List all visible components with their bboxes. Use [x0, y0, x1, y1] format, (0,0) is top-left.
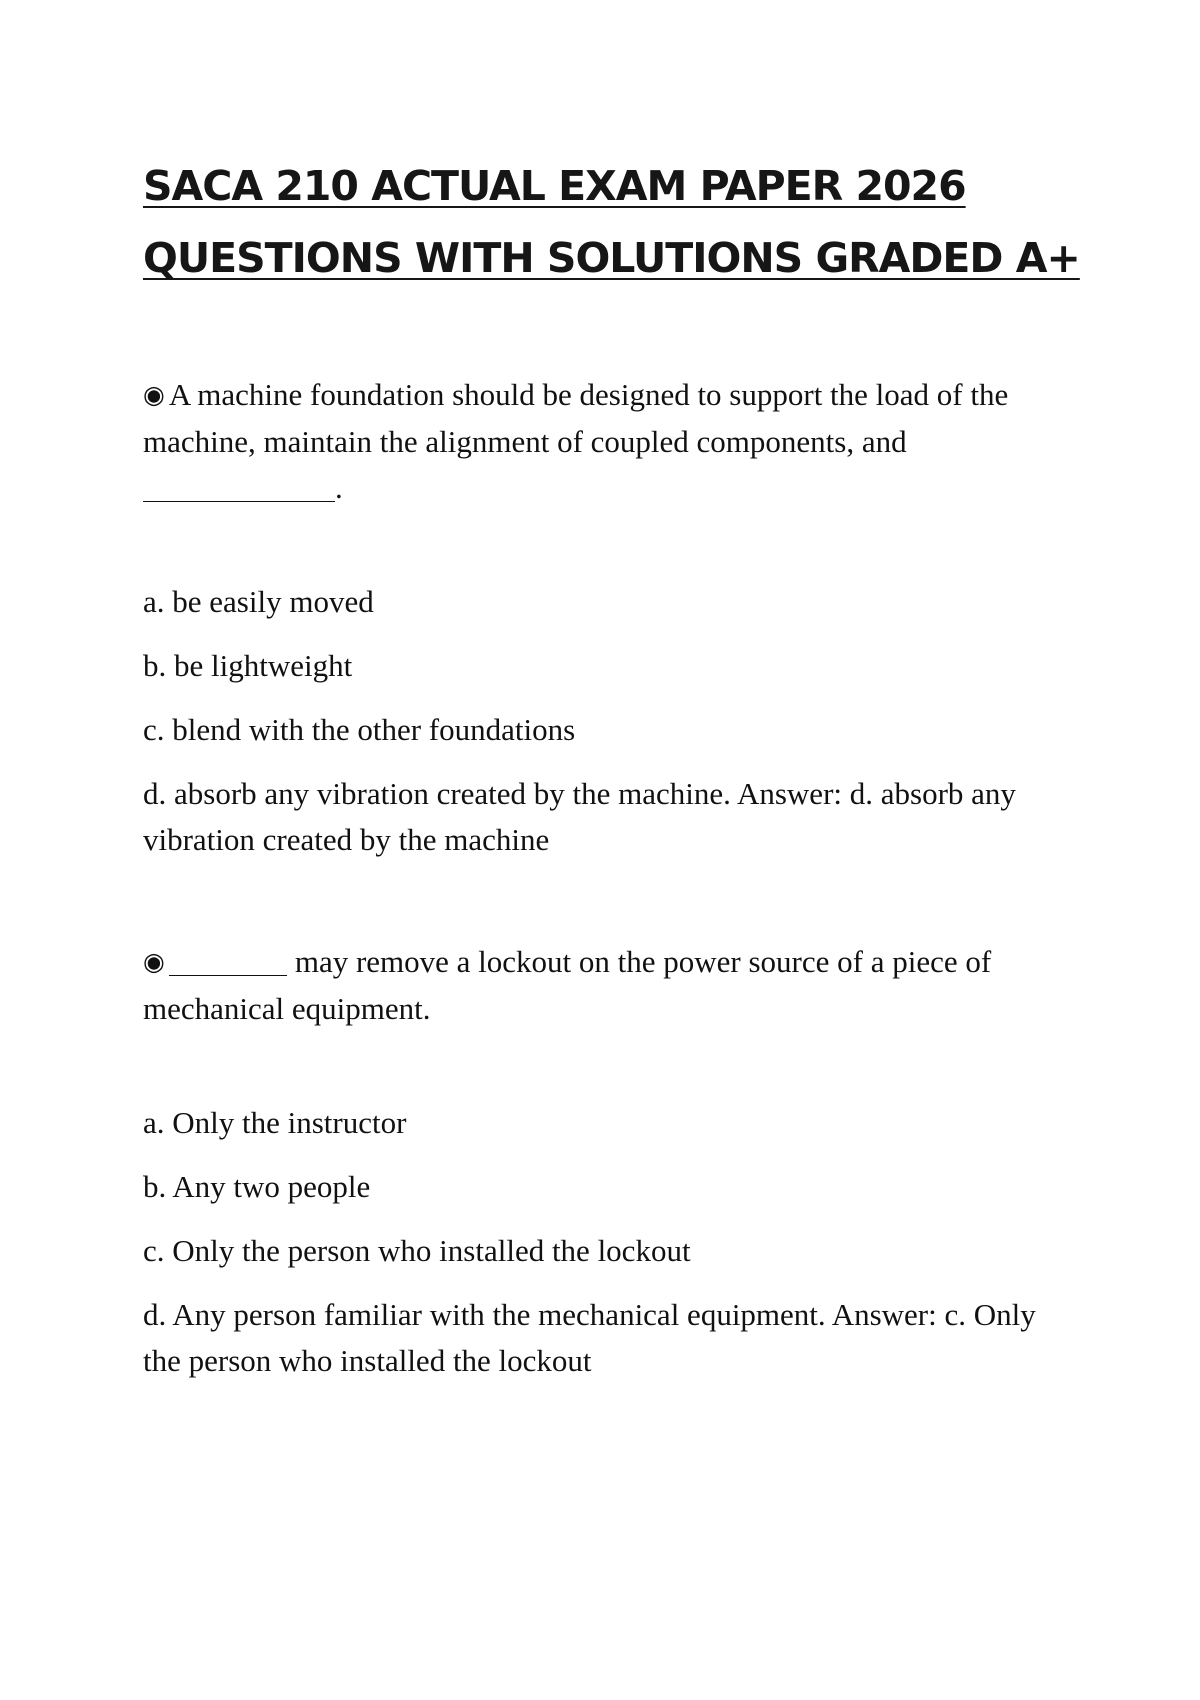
- title-line-2: QUESTIONS WITH SOLUTIONS GRADED A+: [143, 234, 1080, 282]
- answer-blank: [143, 471, 335, 502]
- option-d: d. absorb any vibration created by the machine. Answer: d. absorb any vibration created by the machine: [143, 776, 1016, 857]
- question-2-text: may remove a lockout on the power source of a piece of mechanical equipment.: [143, 944, 992, 1026]
- option-b: b. Any two people: [143, 1169, 371, 1204]
- bullet-icon: ◉: [143, 949, 165, 976]
- document-page: [143, 150, 1080, 1402]
- option-c: c. Only the person who installed the lockout: [143, 1233, 691, 1268]
- option-b: b. be lightweight: [143, 648, 353, 683]
- question-1: [143, 372, 1063, 511]
- option-d: d. Any person familiar with the mechanical equipment. Answer: c. Only the person who installed the lockout: [143, 1297, 1036, 1378]
- question-1-period: .: [335, 470, 343, 505]
- option-a: a. be easily moved: [143, 584, 374, 619]
- question-1-text: A machine foundation should be designed to support the load of the machine, maintain the alignment of coupled components, and: [143, 377, 1009, 459]
- question-2-options: [143, 1100, 1063, 1384]
- option-a: a. Only the instructor: [143, 1105, 407, 1140]
- question-1-options: [143, 579, 1063, 863]
- answer-blank: [169, 945, 287, 976]
- title-line-1: SACA 210 ACTUAL EXAM PAPER 2026: [143, 162, 966, 210]
- bullet-icon: ◉: [143, 382, 165, 409]
- question-2: [143, 939, 1063, 1032]
- document-title: [143, 150, 1080, 294]
- option-c: c. blend with the other foundations: [143, 712, 576, 747]
